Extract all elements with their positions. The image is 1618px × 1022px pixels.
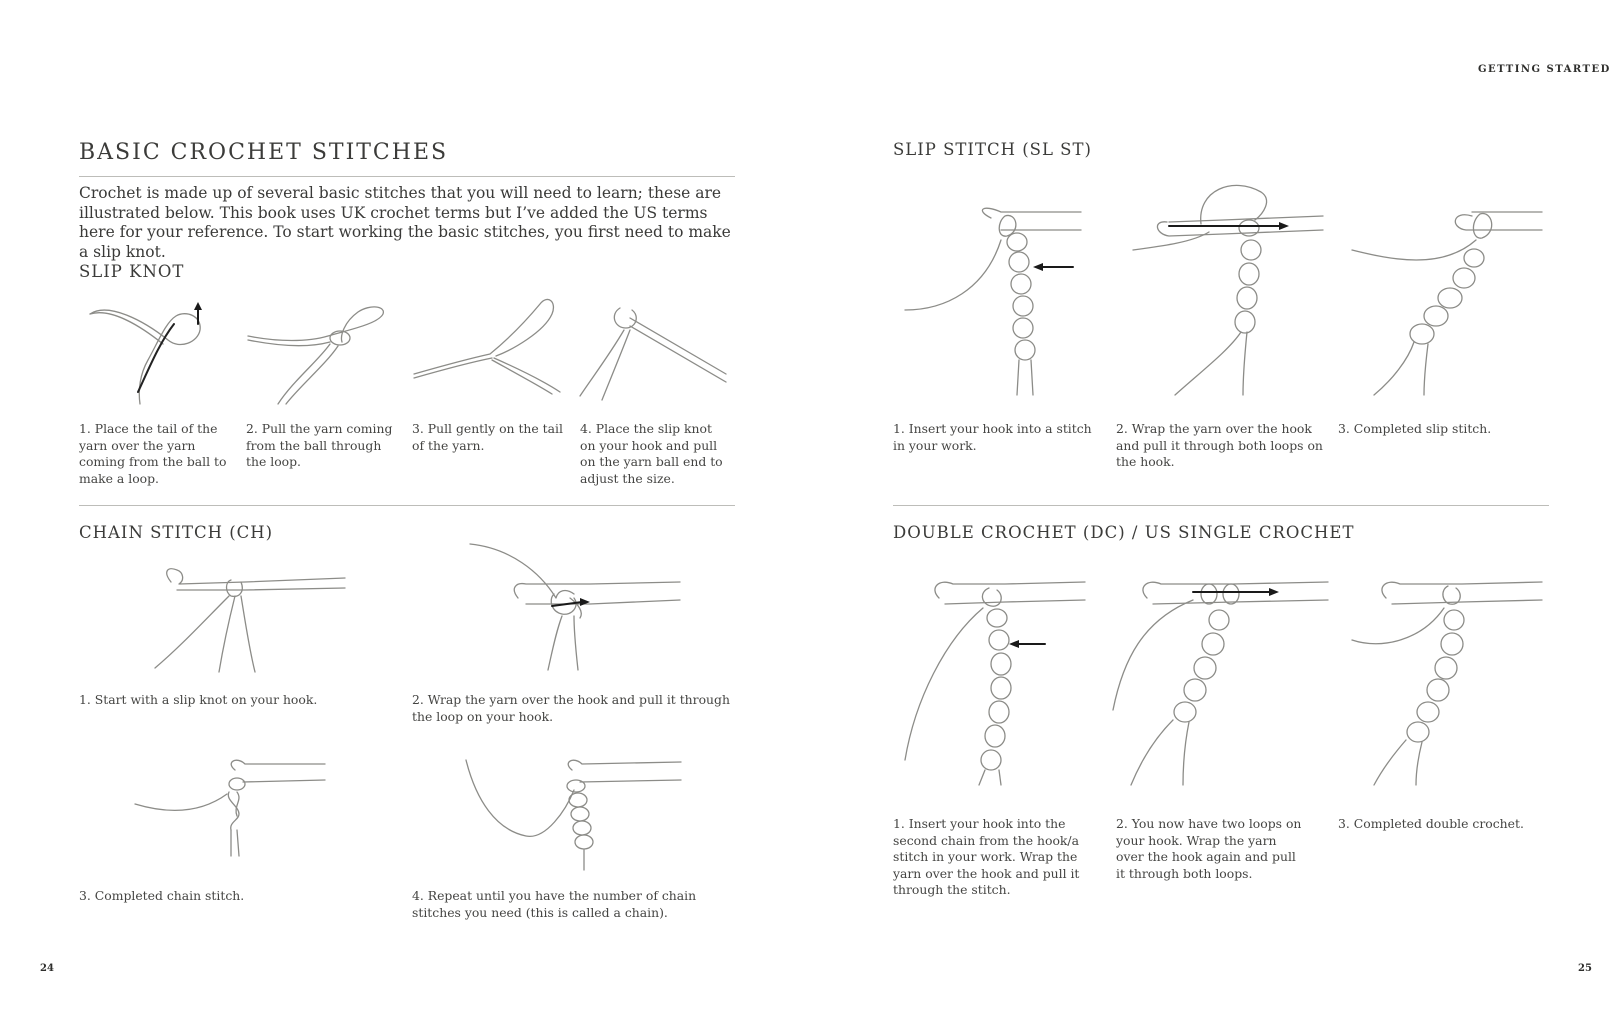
slip-stitch-step2-illustration	[1133, 180, 1323, 395]
section-rule-left	[79, 505, 735, 506]
chain-stitch-step4-illustration	[466, 760, 681, 870]
double-crochet-step1-caption: 1. Insert your hook into the second chain from the hook/a stitch in your work. Wrap the yarn over the hook and pull it through the stitch.	[893, 816, 1080, 897]
slip-knot-step4-illustration	[580, 304, 730, 404]
slip-knot-step2-caption: 2. Pull the yarn coming from the ball through the loop.	[246, 421, 393, 469]
slip-stitch-step3-illustration	[1352, 210, 1542, 395]
double-crochet-step2-illustration	[1113, 580, 1328, 785]
chain-stitch-step3-illustration	[135, 760, 325, 858]
title-rule	[79, 176, 735, 177]
running-head: GETTING STARTED	[1478, 64, 1611, 75]
double-crochet-heading: DOUBLE CROCHET (DC) / US SINGLE CROCHET	[893, 523, 1355, 542]
chain-stitch-step3-caption: 3. Completed chain stitch.	[79, 888, 245, 903]
double-crochet-step3-caption: 3. Completed double crochet.	[1338, 816, 1524, 831]
slip-stitch-step2-caption: 2. Wrap the yarn over the hook and pull it through both loops on the hook.	[1116, 421, 1323, 469]
chain-stitch-heading: CHAIN STITCH (CH)	[79, 523, 274, 542]
slip-knot-step4-caption: 4. Place the slip knot on your hook and pull on the yarn ball end to adjust the size.	[580, 421, 723, 486]
slip-stitch-step3-caption: 3. Completed slip stitch.	[1338, 421, 1492, 436]
slip-knot-step2-illustration	[248, 306, 393, 406]
double-crochet-step1-illustration	[905, 580, 1085, 785]
page-number-right: 25	[1578, 963, 1592, 974]
section-rule-right	[893, 505, 1549, 506]
double-crochet-step2-caption: 2. You now have two loops on your hook. Wrap the yarn over the hook again and pull it through both loops.	[1116, 816, 1302, 881]
chain-stitch-step2-caption: 2. Wrap the yarn over the hook and pull it through the loop on your hook.	[412, 692, 730, 724]
intro-paragraph: Crochet is made up of several basic stitches that you will need to learn; these are illustrated below. This book uses UK crochet terms but I’ve added the US terms here for your reference. To start working the basic stitches, you first need to make a slip knot.	[79, 184, 731, 261]
slip-knot-step3-caption: 3. Pull gently on the tail of the yarn.	[412, 421, 563, 453]
slip-stitch-step1-illustration	[905, 210, 1085, 395]
slip-knot-step1-illustration	[88, 302, 218, 407]
slip-knot-heading: SLIP KNOT	[79, 262, 185, 281]
slip-knot-step1-caption: 1. Place the tail of the yarn over the yarn coming from the ball to make a loop.	[79, 421, 227, 486]
chain-stitch-step2-illustration	[470, 542, 680, 672]
page-number-left: 24	[40, 963, 54, 974]
chain-stitch-step4-caption: 4. Repeat until you have the number of chain stitches you need (this is called a chain).	[412, 888, 697, 920]
page-title: BASIC CROCHET STITCHES	[79, 140, 449, 165]
slip-knot-step3-illustration	[412, 296, 562, 396]
chain-stitch-step1-illustration	[155, 568, 345, 672]
slip-stitch-heading: SLIP STITCH (SL ST)	[893, 140, 1092, 159]
chain-stitch-step1-caption: 1. Start with a slip knot on your hook.	[79, 692, 318, 707]
double-crochet-step3-illustration	[1352, 580, 1542, 785]
slip-stitch-step1-caption: 1. Insert your hook into a stitch in your work.	[893, 421, 1092, 453]
